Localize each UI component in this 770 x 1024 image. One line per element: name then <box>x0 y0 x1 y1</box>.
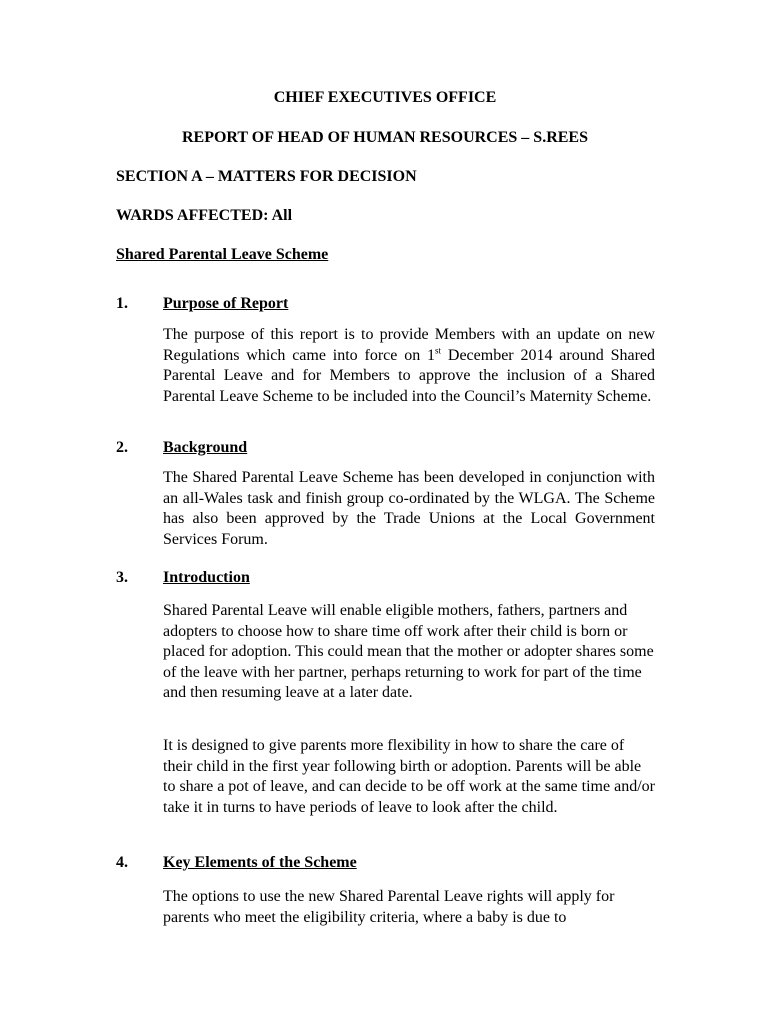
section-1-text-start: The purpose of this report is to provide Members with an update on new Regulations which came into force on 1 <box>163 326 655 364</box>
section-heading: SECTION A – MATTERS FOR DECISION <box>116 168 417 185</box>
section-2-title: Background <box>163 439 248 456</box>
section-3-title: Introduction <box>163 569 250 586</box>
section-3-paragraph-1: Shared Parental Leave will enable eligible mothers, fathers, partners and adopters to choose how to share time off work after their child is born or placed for adoption. This could mean that the mother or adopter shares some of the leave with her partner, perhaps returning to work for part of the time and then resuming leave at a later date. <box>163 602 654 701</box>
section-2-number: 2. <box>116 439 128 456</box>
section-3-number: 3. <box>116 569 128 586</box>
document-title: Shared Parental Leave Scheme <box>116 246 329 263</box>
section-1-title: Purpose of Report <box>163 295 289 312</box>
section-3-paragraph-2: It is designed to give parents more flexibility in how to share the care of their child in the first year following birth or adoption. Parents will be able to share a pot of leave, and can decide to be off work at the same time and/or take it in turns to have periods of leave to look after the child. <box>163 737 655 816</box>
section-4-number: 4. <box>116 854 128 871</box>
section-4-paragraph: The options to use the new Shared Parental Leave rights will apply for parents who meet the eligibility criteria, where a baby is due to <box>163 888 615 926</box>
date-ordinal-suffix: st <box>435 345 442 356</box>
wards-heading: WARDS AFFECTED: All <box>116 207 293 224</box>
office-heading: CHIEF EXECUTIVES OFFICE <box>273 89 497 106</box>
report-heading: REPORT OF HEAD OF HUMAN RESOURCES – S.REES <box>181 129 588 146</box>
section-2-paragraph: The Shared Parental Leave Scheme has been developed in conjunction with an all-Wales task and finish group co-ordinated by the WLGA. The Scheme has also been approved by the Trade Unions at the Local Government Services Forum. <box>163 469 655 548</box>
section-1-number: 1. <box>116 295 128 312</box>
section-1-text-end: December 2014 around Shared Parental Leave and for Members to approve the inclusion of a Shared Parental Leave Scheme to be included into the Council’s Maternity Scheme. <box>163 346 655 405</box>
section-4-title: Key Elements of the Scheme <box>163 854 357 871</box>
section-1-paragraph <box>163 325 655 407</box>
